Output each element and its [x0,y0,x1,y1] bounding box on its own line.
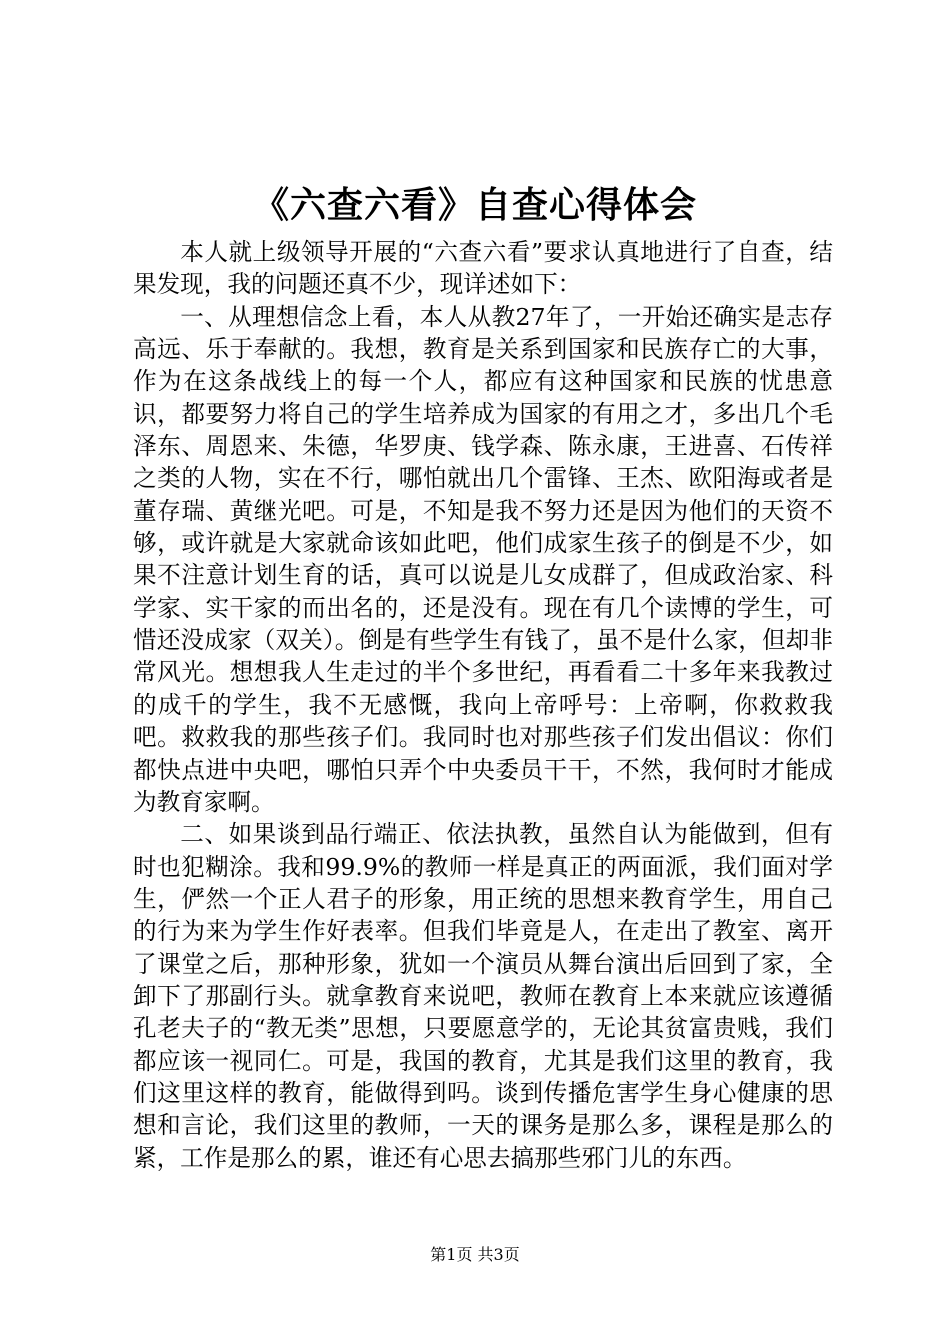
paragraph-conduct: 二、如果谈到品行端正、依法执教，虽然自认为能做到，但有时也犯糊涂。我和99.9%的教师一样是真正的两面派，我们面对学生，俨然一个正人君子的形象，用正统的思想来教育学生，用自己的行为来为学生作好表率。但我们毕竟是人，在走出了教室、离开了课堂之后，那种形象，犹如一个演员从舞台演出后回到了家，全卸下了那副行头。就拿教育来说吧，教师在教育上本来就应该遵循孔老夫子的“教无类”思想，只要愿意学的，无论其贫富贵贱，我们都应该一视同仁。可是，我国的教育，尤其是我们这里的教育，我们这里这样的教育，能做得到吗。谈到传播危害学生身心健康的思想和言论，我们这里的教师，一天的课务是那么多，课程是那么的紧，工作是那么的累，谁还有心思去搞那些邪门儿的东西。 [133,820,833,1172]
paragraph-intro: 本人就上级领导开展的“六查六看”要求认真地进行了自查，结果发现，我的问题还真不少，现详述如下： [133,238,833,299]
document-title: 《六查六看》自查心得体会 [252,185,697,226]
document-body [133,236,833,1174]
paragraph-ideals: 一、从理想信念上看，本人从教27年了，一开始还确实是志存高远、乐于奉献的。我想，教育是关系到国家和民族存亡的大事，作为在这条战线上的每一个人，都应有这种国家和民族的忧患意识，都要努力将自己的学生培养成为国家的有用之才，多出几个毛泽东、周恩来、朱德，华罗庚、钱学森、陈永康，王进喜、石传祥之类的人物，实在不行，哪怕就出几个雷锋、王杰、欧阳海或者是董存瑞、黄继光吧。可是，不知是我不努力还是因为他们的天资不够，或许就是大家就命该如此吧，他们成家生孩子的倒是不少，如果不注意计划生育的话，真可以说是儿女成群了，但成政治家、科学家、实干家的而出名的，还是没有。现在有几个读博的学生，可惜还没成家（双关）。倒是有些学生有钱了，虽不是什么家，但却非常风光。想想我人生走过的半个多世纪，再看看二十多年来我教过的成千的学生，我不无感慨，我向上帝呼号：上帝啊，你救救我吧。救救我的那些孩子们。我同时也对那些孩子们发出倡议：你们都快点进中央吧，哪怕只弄个中央委员干干，不然，我何时才能成为教育家啊。 [133,302,833,816]
page-number-footer: 第1页 共3页 [430,1245,520,1264]
